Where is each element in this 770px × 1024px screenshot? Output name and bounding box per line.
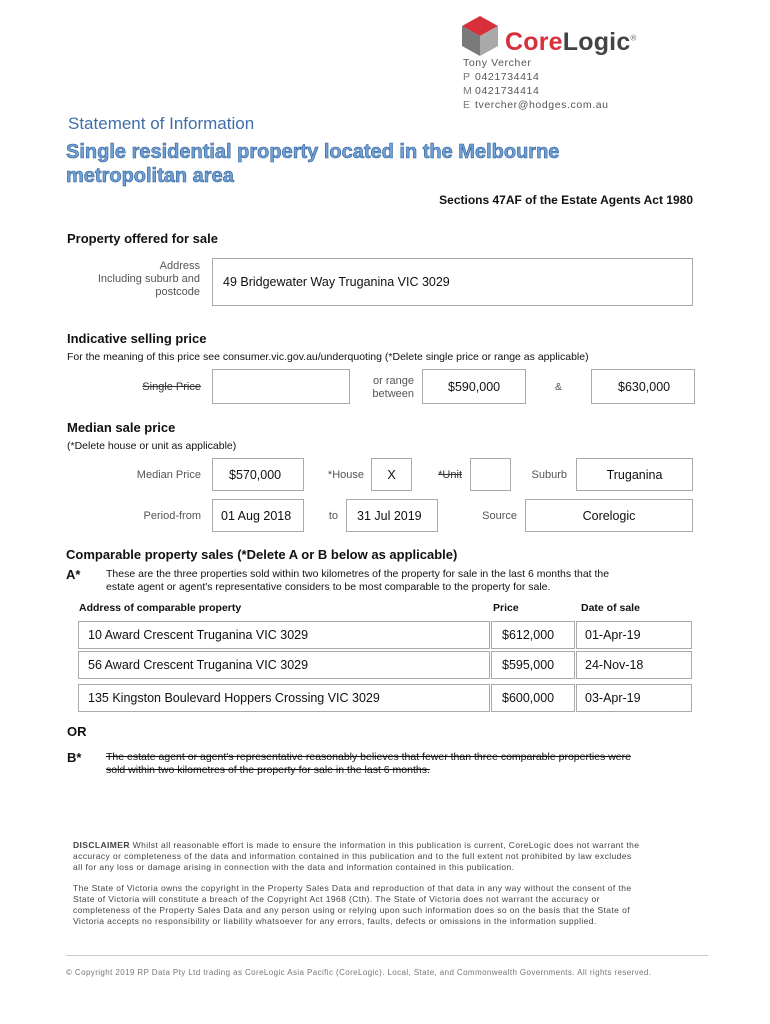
logo-mark: ® (630, 33, 637, 43)
phone-label: P (463, 71, 471, 83)
comparables-heading: Comparable property sales (*Delete A or B below as applicable) (66, 547, 458, 562)
address-label (60, 260, 200, 299)
range-ampersand: & (555, 381, 563, 393)
agent-email[interactable]: tvercher@hodges.com.au (475, 99, 609, 111)
range-label-2: between (372, 388, 414, 400)
single-price-field[interactable] (212, 369, 350, 404)
disclaimer (73, 840, 713, 927)
range-label (350, 375, 414, 401)
option-a-text (106, 568, 609, 594)
period-from-label: Period-from (143, 510, 201, 522)
range-low-field[interactable] (422, 369, 526, 404)
option-b-text-1: The estate agent or agent's representative reasonably believes that fewer than three comparable properties were (106, 751, 631, 763)
suburb-value: Truganina (606, 467, 663, 482)
table-row (78, 621, 692, 649)
disclaimer-para1-2: accuracy or completeness of the data and information contained in this publication and to the full extent not prohibited by law excludes (73, 851, 632, 861)
mobile-label: M (463, 85, 473, 97)
row-address-cell[interactable] (78, 684, 490, 712)
range-low-value: $590,000 (448, 379, 501, 394)
table-row (78, 651, 692, 679)
range-high-value: $630,000 (618, 379, 671, 394)
address-label-2: Including suburb and (97, 273, 200, 285)
row-price-cell[interactable] (491, 651, 575, 679)
col-address-header: Address of comparable property (79, 602, 242, 614)
option-b-marker: B* (67, 750, 82, 765)
act-reference: Sections 47AF of the Estate Agents Act 1980 (439, 193, 693, 207)
row-price: $612,000 (502, 628, 555, 642)
source-label: Source (482, 510, 517, 522)
footer-copyright: © Copyright 2019 RP Data Pty Ltd trading as CoreLogic Asia Pacific (CoreLogic). Local, State, and Commonwealth Governments. All rights reserved. (66, 968, 652, 977)
agent-contact (463, 56, 609, 112)
range-label-1: or range (373, 375, 414, 387)
logo-core: Core (505, 28, 563, 56)
disclaimer-label: DISCLAIMER (73, 840, 130, 850)
main-title-line1: Single residential property located in the Melbourne (66, 141, 560, 163)
period-to-field[interactable] (346, 499, 438, 532)
agent-name: Tony Vercher (463, 57, 532, 69)
logo-logic: Logic (562, 28, 631, 56)
row-date: 01-Apr-19 (585, 628, 641, 642)
row-address-cell[interactable] (78, 621, 490, 649)
median-note: (*Delete house or unit as applicable) (67, 440, 237, 452)
source-field[interactable] (525, 499, 693, 532)
or-label: OR (67, 724, 87, 739)
single-price-label: Single Price (142, 381, 201, 393)
row-date-cell[interactable] (576, 651, 692, 679)
median-heading: Median sale price (67, 420, 176, 435)
disclaimer-para2-2: State of Victoria will constitute a breach of the Copyright Act 1968 (Cth). The State of Victoria does not warrant the accuracy or (73, 894, 600, 904)
row-address: 135 Kingston Boulevard Hoppers Crossing VIC 3029 (88, 691, 380, 705)
corelogic-logo-icon (458, 14, 502, 58)
row-date: 03-Apr-19 (585, 691, 641, 705)
row-date-cell[interactable] (576, 684, 692, 712)
period-from-field[interactable] (212, 499, 304, 532)
median-price-value: $570,000 (229, 467, 282, 482)
row-date-cell[interactable] (576, 621, 692, 649)
option-b-text (106, 751, 631, 777)
agent-phone: 0421734414 (475, 71, 540, 83)
source-value: Corelogic (582, 508, 636, 523)
disclaimer-para2-3: completeness of the Property Sales Data and any person using or relying upon such information does so on the basis that the State of (73, 905, 630, 915)
option-a-text-1: These are the three properties sold within two kilometres of the property for sale in the last 6 months that the (106, 568, 610, 580)
median-price-field[interactable] (212, 458, 304, 491)
suburb-label: Suburb (531, 469, 567, 481)
main-title (66, 140, 559, 188)
range-high-field[interactable] (591, 369, 695, 404)
property-heading: Property offered for sale (67, 231, 218, 246)
option-a-text-2: estate agent or agent's representative considers to be most comparable to the property for sale. (106, 581, 551, 593)
footer-divider (66, 955, 708, 956)
statement-title: Statement of Information (68, 114, 255, 133)
row-price-cell[interactable] (491, 684, 575, 712)
address-label-1: Address (159, 260, 200, 272)
house-field[interactable] (371, 458, 412, 491)
col-price-header: Price (493, 602, 519, 614)
email-label: E (463, 99, 471, 111)
option-a-marker: A* (66, 567, 81, 582)
house-value: X (387, 467, 396, 482)
disclaimer-para1-3: all for any loss or damage arising in connection with the data and information contained in this publication. (73, 862, 515, 872)
period-to-value: 31 Jul 2019 (357, 508, 422, 523)
address-field[interactable] (212, 258, 693, 306)
row-address: 56 Award Crescent Truganina VIC 3029 (88, 658, 309, 672)
disclaimer-para2-4: Victoria accepts no responsibility or liability whatsoever for any errors, faults, defects or omissions in the information supplied. (73, 916, 597, 926)
row-address-cell[interactable] (78, 651, 490, 679)
indicative-heading: Indicative selling price (67, 331, 207, 346)
table-row (78, 684, 692, 712)
row-address: 10 Award Crescent Truganina VIC 3029 (88, 628, 309, 642)
agent-mobile: 0421734414 (475, 85, 540, 97)
main-title-line2: metropolitan area (66, 165, 234, 187)
logo-wordmark (505, 28, 637, 57)
col-date-header: Date of sale (581, 602, 640, 614)
indicative-note: For the meaning of this price see consumer.vic.gov.au/underquoting (*Delete single price or range as applicable) (67, 351, 589, 363)
to-label: to (328, 510, 338, 522)
row-price: $595,000 (502, 658, 555, 672)
suburb-field[interactable] (576, 458, 693, 491)
period-from-value: 01 Aug 2018 (221, 508, 292, 523)
address-label-3: postcode (155, 286, 200, 298)
address-value: 49 Bridgewater Way Truganina VIC 3029 (223, 275, 450, 289)
disclaimer-para2-1: The State of Victoria owns the copyright in the Property Sales Data and reproduction of that data in any way without the consent of the (73, 883, 632, 893)
row-price-cell[interactable] (491, 621, 575, 649)
disclaimer-para1-1: Whilst all reasonable effort is made to ensure the information in this publication is current, CoreLogic does not warrant the (132, 840, 640, 850)
unit-field[interactable] (470, 458, 511, 491)
house-label: *House (327, 469, 364, 481)
unit-label: *Unit (438, 469, 462, 481)
median-price-label: Median Price (136, 469, 201, 481)
row-date: 24-Nov-18 (585, 658, 644, 672)
row-price: $600,000 (502, 691, 555, 705)
option-b-text-2: sold within two kilometres of the property for sale in the last 6 months. (106, 764, 430, 776)
